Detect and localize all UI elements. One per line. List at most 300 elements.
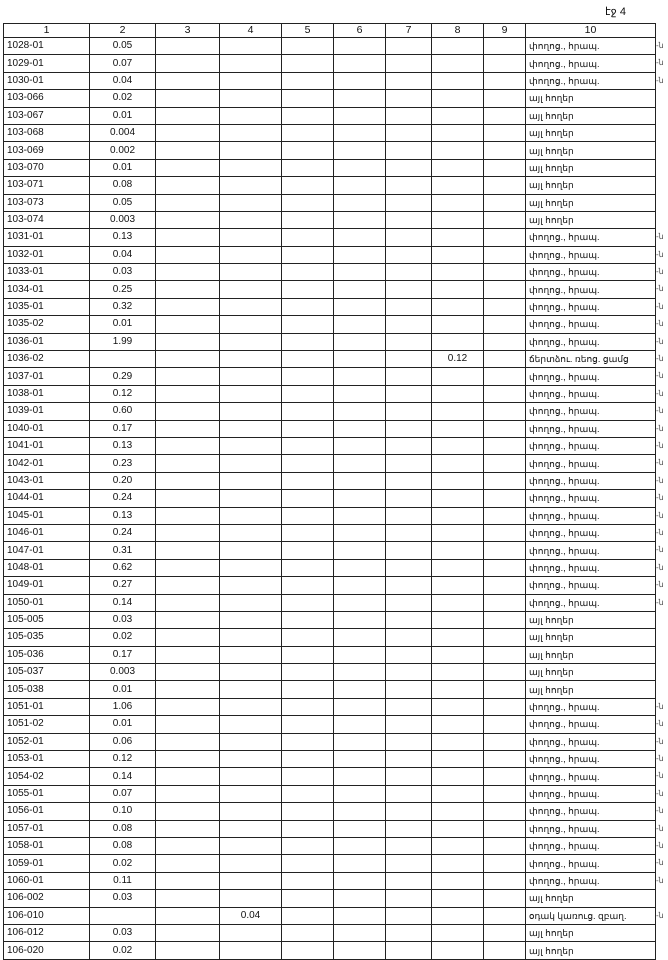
- parcel-code-cell: 105-036: [4, 646, 90, 663]
- parcel-code-cell: 1037-01: [4, 368, 90, 385]
- area-cell: [220, 194, 282, 211]
- area-cell: [220, 733, 282, 750]
- margin-mark: -ն: [656, 858, 664, 868]
- empty-cell: [386, 159, 432, 176]
- area-cell: 0.12: [90, 385, 156, 402]
- land-use-cell: այլ հողեր: [526, 159, 656, 176]
- land-use-cell: փողոց., հրապ.: [526, 281, 656, 298]
- table-row: [4, 72, 656, 89]
- area-cell: [220, 524, 282, 541]
- table-row: [4, 211, 656, 228]
- empty-cell: [156, 107, 220, 124]
- empty-cell: [156, 437, 220, 454]
- empty-cell: [386, 507, 432, 524]
- empty-cell: [282, 316, 334, 333]
- empty-cell: [282, 768, 334, 785]
- area-cell: [432, 646, 484, 663]
- empty-cell: [334, 768, 386, 785]
- parcel-code-cell: 1046-01: [4, 524, 90, 541]
- area-cell: 0.02: [90, 90, 156, 107]
- area-cell: [220, 437, 282, 454]
- land-use-cell: փողոց., հրապ.: [526, 385, 656, 402]
- margin-mark: -ն: [656, 510, 664, 520]
- empty-cell: [484, 542, 526, 559]
- area-cell: 0.31: [90, 542, 156, 559]
- margin-mark: [656, 611, 668, 628]
- parcel-code-cell: 1050-01: [4, 594, 90, 611]
- empty-cell: [282, 490, 334, 507]
- area-cell: [432, 768, 484, 785]
- empty-cell: [386, 872, 432, 889]
- area-cell: [220, 124, 282, 141]
- page-number: էջ 4: [605, 6, 626, 18]
- land-use-cell: այլ հողեր: [526, 177, 656, 194]
- margin-mark: [656, 889, 668, 906]
- area-cell: [90, 351, 156, 368]
- margin-mark: -ն: [656, 545, 664, 555]
- area-cell: [220, 890, 282, 907]
- empty-cell: [156, 472, 220, 489]
- parcel-code-cell: 105-038: [4, 681, 90, 698]
- empty-cell: [484, 907, 526, 924]
- table-row: [4, 490, 656, 507]
- area-cell: [432, 38, 484, 55]
- table-row: [4, 803, 656, 820]
- area-cell: 0.12: [90, 751, 156, 768]
- table-row: [4, 298, 656, 315]
- area-cell: [220, 351, 282, 368]
- empty-cell: [334, 646, 386, 663]
- empty-cell: [484, 316, 526, 333]
- margin-mark: -ն: [656, 875, 664, 885]
- empty-cell: [386, 837, 432, 854]
- parcel-code-cell: 106-012: [4, 924, 90, 941]
- empty-cell: [156, 229, 220, 246]
- empty-cell: [282, 924, 334, 941]
- parcel-code-cell: 1028-01: [4, 38, 90, 55]
- empty-cell: [156, 733, 220, 750]
- empty-cell: [156, 351, 220, 368]
- table-row: [4, 194, 656, 211]
- parcel-code-cell: 103-070: [4, 159, 90, 176]
- empty-cell: [484, 594, 526, 611]
- area-cell: [220, 629, 282, 646]
- empty-cell: [386, 559, 432, 576]
- margin-mark: [656, 646, 668, 663]
- land-use-cell: փողոց., հրապ.: [526, 768, 656, 785]
- empty-cell: [334, 455, 386, 472]
- area-cell: 0.02: [90, 629, 156, 646]
- empty-cell: [386, 194, 432, 211]
- parcel-code-cell: 105-035: [4, 629, 90, 646]
- empty-cell: [334, 629, 386, 646]
- land-use-cell: փողոց., հրապ.: [526, 333, 656, 350]
- empty-cell: [386, 107, 432, 124]
- area-cell: [432, 664, 484, 681]
- empty-cell: [386, 72, 432, 89]
- area-cell: [432, 142, 484, 159]
- empty-cell: [386, 907, 432, 924]
- parcel-code-cell: 105-005: [4, 611, 90, 628]
- parcel-code-cell: 106-002: [4, 890, 90, 907]
- empty-cell: [334, 90, 386, 107]
- area-cell: 0.11: [90, 872, 156, 889]
- empty-cell: [282, 38, 334, 55]
- column-header-2: 2: [90, 24, 156, 38]
- empty-cell: [484, 177, 526, 194]
- empty-cell: [156, 542, 220, 559]
- empty-cell: [156, 803, 220, 820]
- area-cell: [432, 785, 484, 802]
- empty-cell: [484, 264, 526, 281]
- empty-cell: [282, 594, 334, 611]
- margin-mark: -ն: [656, 458, 664, 468]
- empty-cell: [334, 542, 386, 559]
- area-cell: [432, 333, 484, 350]
- empty-cell: [282, 107, 334, 124]
- area-cell: [432, 559, 484, 576]
- empty-cell: [156, 594, 220, 611]
- empty-cell: [156, 837, 220, 854]
- empty-cell: [386, 751, 432, 768]
- empty-cell: [156, 403, 220, 420]
- table-row: [4, 403, 656, 420]
- empty-cell: [334, 72, 386, 89]
- parcel-code-cell: 1035-02: [4, 316, 90, 333]
- parcel-code-cell: 1030-01: [4, 72, 90, 89]
- empty-cell: [282, 542, 334, 559]
- empty-cell: [484, 681, 526, 698]
- empty-cell: [386, 455, 432, 472]
- table-row: [4, 716, 656, 733]
- area-cell: [220, 177, 282, 194]
- empty-cell: [282, 855, 334, 872]
- empty-cell: [156, 751, 220, 768]
- area-cell: 0.03: [90, 611, 156, 628]
- empty-cell: [282, 577, 334, 594]
- table-row: [4, 524, 656, 541]
- empty-cell: [386, 524, 432, 541]
- empty-cell: [484, 194, 526, 211]
- table-row: [4, 38, 656, 55]
- area-cell: [432, 403, 484, 420]
- empty-cell: [386, 246, 432, 263]
- table-row: [4, 55, 656, 72]
- empty-cell: [282, 351, 334, 368]
- empty-cell: [282, 437, 334, 454]
- area-cell: 0.07: [90, 55, 156, 72]
- area-cell: 0.25: [90, 281, 156, 298]
- empty-cell: [334, 385, 386, 402]
- table-row: [4, 872, 656, 889]
- land-use-cell: այլ հողեր: [526, 646, 656, 663]
- margin-mark: -ն: [656, 232, 664, 242]
- area-cell: 0.05: [90, 194, 156, 211]
- area-cell: [432, 507, 484, 524]
- empty-cell: [334, 194, 386, 211]
- margin-mark: -ն: [656, 493, 664, 503]
- area-cell: 0.10: [90, 803, 156, 820]
- empty-cell: [156, 55, 220, 72]
- table-row: [4, 751, 656, 768]
- area-cell: 0.13: [90, 507, 156, 524]
- empty-cell: [282, 211, 334, 228]
- parcel-code-cell: 1043-01: [4, 472, 90, 489]
- empty-cell: [156, 524, 220, 541]
- area-cell: [432, 472, 484, 489]
- parcel-code-cell: 1053-01: [4, 751, 90, 768]
- area-cell: [432, 629, 484, 646]
- empty-cell: [386, 681, 432, 698]
- empty-cell: [156, 38, 220, 55]
- empty-cell: [334, 351, 386, 368]
- empty-cell: [334, 872, 386, 889]
- empty-cell: [386, 803, 432, 820]
- parcel-code-cell: 103-066: [4, 90, 90, 107]
- empty-cell: [334, 333, 386, 350]
- area-cell: [220, 38, 282, 55]
- parcel-code-cell: 103-074: [4, 211, 90, 228]
- empty-cell: [282, 264, 334, 281]
- margin-mark: -ն: [656, 41, 664, 50]
- empty-cell: [386, 298, 432, 315]
- empty-cell: [282, 559, 334, 576]
- empty-cell: [282, 229, 334, 246]
- margin-mark: -ն: [656, 301, 664, 311]
- empty-cell: [334, 437, 386, 454]
- area-cell: [220, 403, 282, 420]
- area-cell: [220, 577, 282, 594]
- empty-cell: [156, 316, 220, 333]
- table-row: [4, 664, 656, 681]
- empty-cell: [386, 385, 432, 402]
- table-row: [4, 437, 656, 454]
- land-use-cell: փողոց., հրապ.: [526, 594, 656, 611]
- area-cell: [90, 907, 156, 924]
- area-cell: 0.13: [90, 229, 156, 246]
- area-cell: [220, 681, 282, 698]
- empty-cell: [484, 646, 526, 663]
- margin-mark: -ն: [656, 354, 664, 364]
- empty-cell: [282, 385, 334, 402]
- empty-cell: [156, 90, 220, 107]
- table-row: [4, 681, 656, 698]
- margin-mark: -ն: [656, 736, 664, 746]
- empty-cell: [282, 298, 334, 315]
- empty-cell: [156, 159, 220, 176]
- land-use-cell: այլ հողեր: [526, 664, 656, 681]
- table-row: [4, 229, 656, 246]
- empty-cell: [156, 907, 220, 924]
- empty-cell: [484, 211, 526, 228]
- area-cell: [220, 855, 282, 872]
- area-cell: [432, 211, 484, 228]
- empty-cell: [156, 768, 220, 785]
- table-row: [4, 733, 656, 750]
- land-use-cell: այլ հողեր: [526, 681, 656, 698]
- empty-cell: [156, 385, 220, 402]
- empty-cell: [282, 333, 334, 350]
- margin-mark: -ն: [656, 840, 664, 850]
- land-use-cell: այլ հողեր: [526, 194, 656, 211]
- empty-cell: [282, 368, 334, 385]
- empty-cell: [334, 890, 386, 907]
- empty-cell: [386, 698, 432, 715]
- empty-cell: [282, 611, 334, 628]
- parcel-code-cell: 1033-01: [4, 264, 90, 281]
- land-use-cell: փողոց., հրապ.: [526, 437, 656, 454]
- empty-cell: [156, 72, 220, 89]
- empty-cell: [282, 872, 334, 889]
- empty-cell: [334, 681, 386, 698]
- land-use-cell: այլ հողեր: [526, 211, 656, 228]
- land-use-cell: այլ հողեր: [526, 890, 656, 907]
- area-cell: [220, 594, 282, 611]
- area-cell: [432, 890, 484, 907]
- margin-mark: -ն: [656, 597, 664, 607]
- margin-annotations: [656, 37, 668, 959]
- area-cell: 0.08: [90, 177, 156, 194]
- area-cell: [432, 159, 484, 176]
- area-cell: [220, 316, 282, 333]
- empty-cell: [282, 455, 334, 472]
- area-cell: 0.13: [90, 437, 156, 454]
- area-cell: [220, 646, 282, 663]
- area-cell: [220, 803, 282, 820]
- empty-cell: [484, 55, 526, 72]
- land-use-cell: փողոց., հրապ.: [526, 403, 656, 420]
- table-row: [4, 177, 656, 194]
- parcel-code-cell: 1036-02: [4, 351, 90, 368]
- empty-cell: [156, 785, 220, 802]
- empty-cell: [484, 246, 526, 263]
- area-cell: [220, 368, 282, 385]
- table-row: [4, 351, 656, 368]
- margin-mark: [656, 211, 668, 228]
- empty-cell: [334, 368, 386, 385]
- empty-cell: [386, 577, 432, 594]
- margin-mark: [656, 159, 668, 176]
- area-cell: [432, 820, 484, 837]
- parcel-code-cell: 1038-01: [4, 385, 90, 402]
- margin-mark: -ն: [656, 771, 664, 781]
- parcel-code-cell: 1054-02: [4, 768, 90, 785]
- empty-cell: [334, 733, 386, 750]
- empty-cell: [484, 559, 526, 576]
- empty-cell: [156, 629, 220, 646]
- empty-cell: [334, 159, 386, 176]
- empty-cell: [334, 855, 386, 872]
- parcel-code-cell: 1051-01: [4, 698, 90, 715]
- empty-cell: [334, 559, 386, 576]
- land-use-cell: փողոց., հրապ.: [526, 855, 656, 872]
- empty-cell: [282, 507, 334, 524]
- table-row: [4, 785, 656, 802]
- area-cell: [220, 333, 282, 350]
- parcel-code-cell: 1060-01: [4, 872, 90, 889]
- table-row: [4, 90, 656, 107]
- empty-cell: [386, 264, 432, 281]
- empty-cell: [282, 159, 334, 176]
- margin-mark: -ն: [656, 388, 664, 398]
- area-cell: 0.24: [90, 490, 156, 507]
- parcel-code-cell: 1041-01: [4, 437, 90, 454]
- area-cell: 0.01: [90, 316, 156, 333]
- margin-mark: -ն: [656, 371, 664, 381]
- parcel-code-cell: 1055-01: [4, 785, 90, 802]
- parcel-code-cell: 1047-01: [4, 542, 90, 559]
- area-cell: [432, 611, 484, 628]
- area-cell: [432, 733, 484, 750]
- area-cell: 0.03: [90, 924, 156, 941]
- empty-cell: [282, 246, 334, 263]
- empty-cell: [282, 142, 334, 159]
- margin-mark: -ն: [656, 806, 664, 816]
- empty-cell: [484, 490, 526, 507]
- area-cell: 0.02: [90, 942, 156, 959]
- area-cell: 0.08: [90, 837, 156, 854]
- land-use-cell: փողոց., հրապ.: [526, 542, 656, 559]
- empty-cell: [282, 681, 334, 698]
- empty-cell: [484, 820, 526, 837]
- area-cell: [432, 177, 484, 194]
- margin-mark: -ն: [656, 423, 664, 433]
- area-cell: [220, 420, 282, 437]
- land-use-cell: փողոց., հրապ.: [526, 698, 656, 715]
- table-row: [4, 611, 656, 628]
- empty-cell: [484, 124, 526, 141]
- margin-mark: -ն: [656, 823, 664, 833]
- table-row: [4, 698, 656, 715]
- parcel-code-cell: 103-069: [4, 142, 90, 159]
- empty-cell: [282, 72, 334, 89]
- table-row: [4, 837, 656, 854]
- empty-cell: [156, 298, 220, 315]
- column-header-5: 5: [282, 24, 334, 38]
- empty-cell: [386, 646, 432, 663]
- area-cell: [432, 281, 484, 298]
- margin-mark: -ն: [656, 319, 664, 329]
- area-cell: 1.06: [90, 698, 156, 715]
- empty-cell: [484, 785, 526, 802]
- empty-cell: [282, 629, 334, 646]
- land-use-cell: փողոց., հրապ.: [526, 785, 656, 802]
- parcel-code-cell: 103-068: [4, 124, 90, 141]
- header-row: [4, 24, 656, 38]
- area-cell: [432, 385, 484, 402]
- area-cell: [220, 229, 282, 246]
- empty-cell: [334, 107, 386, 124]
- empty-cell: [156, 142, 220, 159]
- empty-cell: [156, 507, 220, 524]
- parcel-code-cell: 103-067: [4, 107, 90, 124]
- margin-mark: [656, 124, 668, 141]
- margin-mark: -ն: [656, 58, 664, 68]
- margin-mark: [656, 663, 668, 680]
- empty-cell: [156, 924, 220, 941]
- parcel-code-cell: 106-020: [4, 942, 90, 959]
- area-cell: [220, 246, 282, 263]
- table-row: [4, 107, 656, 124]
- area-cell: 0.04: [220, 907, 282, 924]
- empty-cell: [484, 90, 526, 107]
- land-use-cell: փողոց., հրապ.: [526, 490, 656, 507]
- empty-cell: [334, 611, 386, 628]
- empty-cell: [386, 55, 432, 72]
- area-cell: 0.03: [90, 890, 156, 907]
- area-cell: [220, 768, 282, 785]
- empty-cell: [156, 177, 220, 194]
